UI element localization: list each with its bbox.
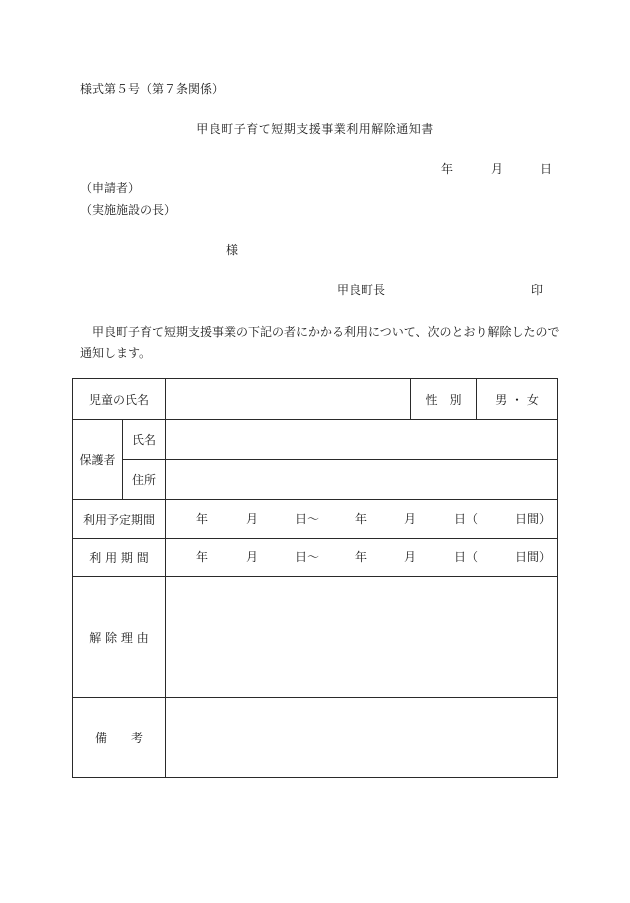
guardian-name-row [73, 420, 558, 460]
period-year2: 年 [355, 512, 368, 526]
termination-form-table [72, 378, 558, 778]
period-days-count: 日間） [515, 550, 552, 564]
guardian-name-label: 氏名 [123, 420, 166, 460]
guardian-label: 保護者 [73, 420, 123, 500]
planned-period-label: 利用予定期間 [73, 500, 166, 539]
reason-row [73, 577, 558, 698]
remarks-field[interactable] [166, 698, 558, 778]
child-name-label: 児童の氏名 [73, 379, 166, 420]
child-name-row [73, 379, 558, 420]
remarks-row [73, 698, 558, 778]
honorific-sama: 様 [226, 243, 239, 257]
guardian-name-field[interactable] [166, 420, 558, 460]
planned-period-field[interactable] [166, 500, 558, 539]
guardian-address-row [73, 460, 558, 500]
period-year1: 年 [196, 512, 209, 526]
gender-options[interactable]: 男 ・ 女 [477, 379, 558, 420]
period-day2: 日（ [454, 550, 479, 564]
seal-mark: 印 [531, 283, 544, 297]
sender-name: 甲良町長 [337, 283, 386, 297]
period-month1: 月 [246, 550, 259, 564]
form-number: 様式第５号（第７条関係） [80, 82, 225, 96]
period-month2: 月 [404, 550, 417, 564]
period-day1: 日～ [295, 512, 320, 526]
actual-period-row [73, 539, 558, 577]
guardian-address-label: 住所 [123, 460, 166, 500]
guardian-address-field[interactable] [166, 460, 558, 500]
date-month-label: 月 [491, 162, 504, 176]
period-year2: 年 [355, 550, 368, 564]
period-days-count: 日間） [515, 512, 552, 526]
notice-body-text: 甲良町子育て短期支援事業の下記の者にかかる利用について、次のとおり解除したので通知します。 [80, 325, 560, 360]
actual-period-field[interactable] [166, 539, 558, 577]
period-year1: 年 [196, 550, 209, 564]
gender-label: 性 別 [411, 379, 477, 420]
planned-period-row [73, 500, 558, 539]
period-month1: 月 [246, 512, 259, 526]
document-title: 甲良町子育て短期支援事業利用解除通知書 [196, 122, 434, 136]
date-day-label: 日 [540, 162, 553, 176]
date-year-label: 年 [441, 162, 454, 176]
period-month2: 月 [404, 512, 417, 526]
reason-field[interactable] [166, 577, 558, 698]
facility-head-label: （実施施設の長） [80, 203, 177, 217]
child-name-field[interactable] [166, 379, 411, 420]
applicant-label: （申請者） [80, 181, 141, 195]
actual-period-label: 利 用 期 間 [73, 539, 166, 577]
reason-label: 解 除 理 由 [73, 577, 166, 698]
period-day1: 日～ [295, 550, 320, 564]
period-day2: 日（ [454, 512, 479, 526]
remarks-label: 備 考 [73, 698, 166, 778]
